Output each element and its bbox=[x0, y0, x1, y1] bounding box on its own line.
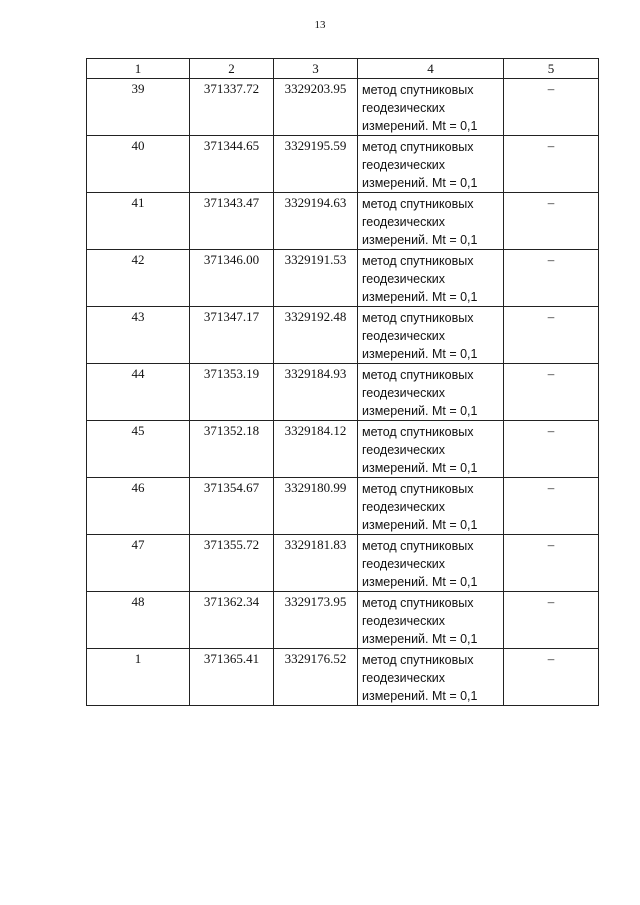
method-line-1: метод спутниковых bbox=[362, 653, 474, 667]
method-description bbox=[358, 307, 504, 364]
header-col-1: 1 bbox=[87, 59, 190, 79]
point-number: 1 bbox=[87, 649, 190, 706]
method-line-2: геодезических bbox=[362, 329, 446, 343]
method-description bbox=[358, 250, 504, 307]
table-row bbox=[87, 535, 599, 592]
method-line-1: метод спутниковых bbox=[362, 311, 474, 325]
method-line-2: геодезических bbox=[362, 158, 446, 172]
note-cell: – bbox=[504, 649, 599, 706]
method-description bbox=[358, 193, 504, 250]
method-description bbox=[358, 364, 504, 421]
coordinate-x: 371355.72 bbox=[190, 535, 274, 592]
method-line-3: измерений. Mt = 0,1 bbox=[362, 347, 478, 361]
method-line-3: измерений. Mt = 0,1 bbox=[362, 290, 478, 304]
method-description bbox=[358, 478, 504, 535]
coordinate-x: 371362.34 bbox=[190, 592, 274, 649]
method-line-3: измерений. Mt = 0,1 bbox=[362, 575, 478, 589]
method-description bbox=[358, 535, 504, 592]
coordinate-x: 371347.17 bbox=[190, 307, 274, 364]
method-line-2: геодезических bbox=[362, 500, 446, 514]
note-cell: – bbox=[504, 307, 599, 364]
point-number: 39 bbox=[87, 79, 190, 136]
table-header bbox=[87, 59, 599, 79]
table-row bbox=[87, 79, 599, 136]
coordinate-y: 3329180.99 bbox=[274, 478, 358, 535]
point-number: 45 bbox=[87, 421, 190, 478]
method-description bbox=[358, 136, 504, 193]
method-line-1: метод спутниковых bbox=[362, 197, 474, 211]
method-line-3: измерений. Mt = 0,1 bbox=[362, 518, 478, 532]
table-row bbox=[87, 649, 599, 706]
note-cell: – bbox=[504, 478, 599, 535]
note-cell: – bbox=[504, 421, 599, 478]
coordinate-x: 371346.00 bbox=[190, 250, 274, 307]
point-number: 48 bbox=[87, 592, 190, 649]
note-cell: – bbox=[504, 250, 599, 307]
table-row bbox=[87, 136, 599, 193]
coordinate-x: 371337.72 bbox=[190, 79, 274, 136]
coordinate-y: 3329192.48 bbox=[274, 307, 358, 364]
method-line-3: измерений. Mt = 0,1 bbox=[362, 233, 478, 247]
method-line-3: измерений. Mt = 0,1 bbox=[362, 176, 478, 190]
note-cell: – bbox=[504, 79, 599, 136]
method-line-2: геодезических bbox=[362, 272, 446, 286]
method-line-2: геодезических bbox=[362, 386, 446, 400]
method-line-1: метод спутниковых bbox=[362, 83, 474, 97]
method-line-1: метод спутниковых bbox=[362, 368, 474, 382]
coordinate-y: 3329173.95 bbox=[274, 592, 358, 649]
note-cell: – bbox=[504, 535, 599, 592]
point-number: 46 bbox=[87, 478, 190, 535]
table-body bbox=[87, 79, 599, 706]
coordinate-y: 3329176.52 bbox=[274, 649, 358, 706]
method-line-2: геодезических bbox=[362, 557, 446, 571]
method-line-1: метод спутниковых bbox=[362, 254, 474, 268]
method-line-2: геодезических bbox=[362, 101, 446, 115]
method-line-2: геодезических bbox=[362, 614, 446, 628]
note-cell: – bbox=[504, 364, 599, 421]
note-cell: – bbox=[504, 592, 599, 649]
header-col-2: 2 bbox=[190, 59, 274, 79]
coordinate-x: 371343.47 bbox=[190, 193, 274, 250]
table-row bbox=[87, 364, 599, 421]
coordinate-y: 3329181.83 bbox=[274, 535, 358, 592]
coordinate-x: 371353.19 bbox=[190, 364, 274, 421]
page-number: 13 bbox=[314, 19, 326, 31]
table-row bbox=[87, 421, 599, 478]
table-row bbox=[87, 307, 599, 364]
method-line-3: измерений. Mt = 0,1 bbox=[362, 404, 478, 418]
coordinate-y: 3329203.95 bbox=[274, 79, 358, 136]
method-line-1: метод спутниковых bbox=[362, 482, 474, 496]
table-row bbox=[87, 478, 599, 535]
header-col-3: 3 bbox=[274, 59, 358, 79]
table-row bbox=[87, 193, 599, 250]
coordinate-y: 3329184.93 bbox=[274, 364, 358, 421]
coordinate-x: 371344.65 bbox=[190, 136, 274, 193]
header-col-5: 5 bbox=[504, 59, 599, 79]
method-description bbox=[358, 79, 504, 136]
method-line-1: метод спутниковых bbox=[362, 596, 474, 610]
point-number: 40 bbox=[87, 136, 190, 193]
method-line-3: измерений. Mt = 0,1 bbox=[362, 689, 478, 703]
table-row bbox=[87, 592, 599, 649]
method-line-3: измерений. Mt = 0,1 bbox=[362, 461, 478, 475]
point-number: 44 bbox=[87, 364, 190, 421]
point-number: 42 bbox=[87, 250, 190, 307]
point-number: 47 bbox=[87, 535, 190, 592]
method-description bbox=[358, 649, 504, 706]
method-description bbox=[358, 592, 504, 649]
note-cell: – bbox=[504, 193, 599, 250]
method-line-1: метод спутниковых bbox=[362, 539, 474, 553]
method-line-1: метод спутниковых bbox=[362, 425, 474, 439]
coordinates-table bbox=[86, 58, 599, 706]
coordinate-y: 3329191.53 bbox=[274, 250, 358, 307]
method-line-1: метод спутниковых bbox=[362, 140, 474, 154]
method-line-3: измерений. Mt = 0,1 bbox=[362, 632, 478, 646]
method-line-2: геодезических bbox=[362, 215, 446, 229]
coordinate-y: 3329195.59 bbox=[274, 136, 358, 193]
point-number: 41 bbox=[87, 193, 190, 250]
method-description bbox=[358, 421, 504, 478]
method-line-3: измерений. Mt = 0,1 bbox=[362, 119, 478, 133]
method-line-2: геодезических bbox=[362, 443, 446, 457]
coordinate-x: 371365.41 bbox=[190, 649, 274, 706]
coordinate-x: 371352.18 bbox=[190, 421, 274, 478]
table-row bbox=[87, 250, 599, 307]
coordinate-y: 3329194.63 bbox=[274, 193, 358, 250]
note-cell: – bbox=[504, 136, 599, 193]
method-line-2: геодезических bbox=[362, 671, 446, 685]
coordinate-x: 371354.67 bbox=[190, 478, 274, 535]
header-col-4: 4 bbox=[358, 59, 504, 79]
header-row bbox=[87, 59, 599, 79]
point-number: 43 bbox=[87, 307, 190, 364]
coordinate-y: 3329184.12 bbox=[274, 421, 358, 478]
